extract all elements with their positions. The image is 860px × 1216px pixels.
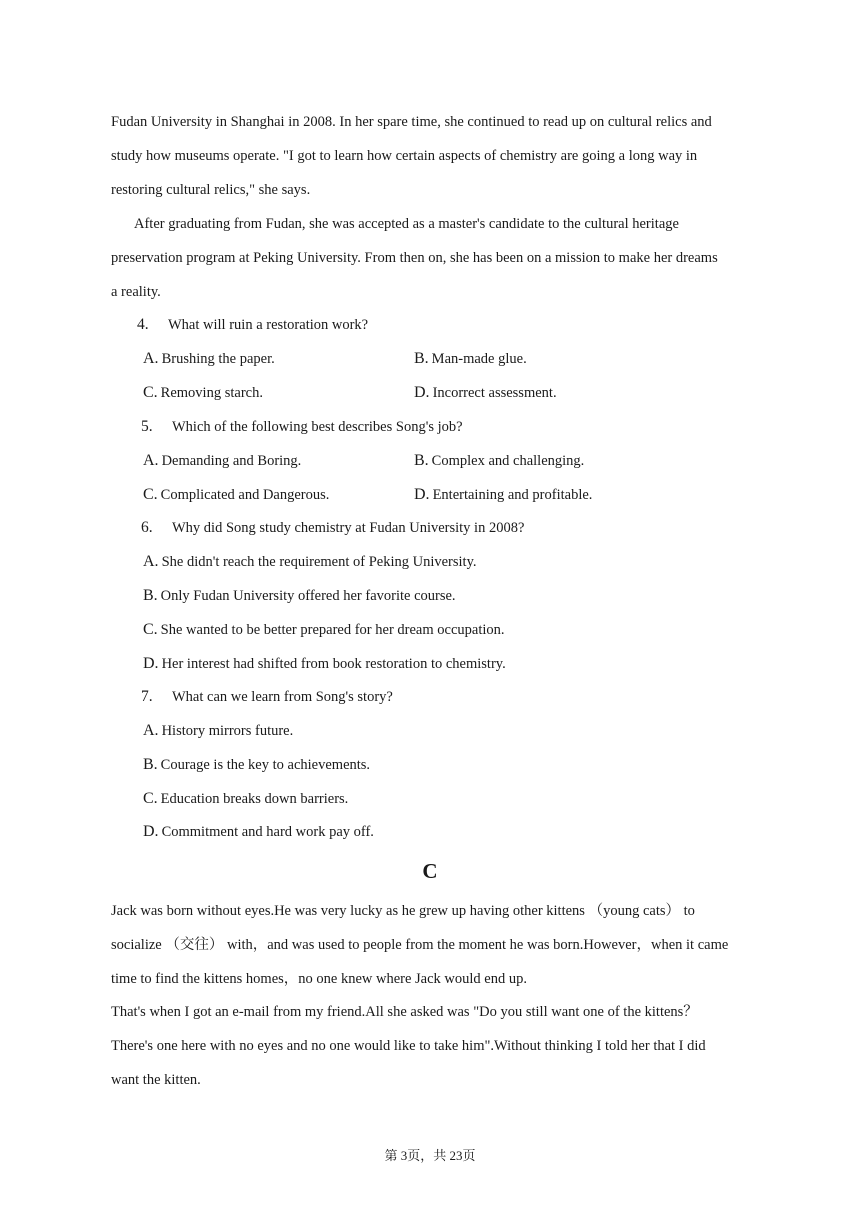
question-text: What will ruin a restoration work?	[168, 317, 369, 333]
option-letter: D.	[414, 486, 430, 503]
option-text: Courage is the key to achievements.	[160, 757, 371, 773]
option-d	[414, 383, 557, 403]
question-text: Which of the following best describes Song's job?	[172, 419, 463, 435]
option-letter: A.	[143, 553, 159, 570]
option-text: Man-made glue.	[431, 351, 527, 367]
option-letter: A.	[143, 722, 159, 739]
option-letter: C.	[143, 621, 158, 638]
passage-line: That's when I got an e-mail from my friend.All she asked was "Do you still want one of the kittens？	[111, 1004, 698, 1020]
option-letter: B.	[143, 587, 158, 604]
option-text: Complex and challenging.	[431, 453, 585, 469]
option-b	[414, 349, 527, 369]
option-text: Education breaks down barriers.	[160, 791, 349, 807]
passage-line: There's one here with no eyes and no one would like to take him".Without thinking I told her that I did	[111, 1038, 706, 1054]
question-text: Why did Song study chemistry at Fudan University in 2008?	[172, 520, 525, 536]
question-text: What can we learn from Song's story?	[172, 689, 393, 705]
option-b	[143, 586, 456, 606]
option-text: She wanted to be better prepared for her dream occupation.	[160, 622, 505, 638]
option-text: Complicated and Dangerous.	[160, 487, 330, 503]
option-text: Entertaining and profitable.	[432, 487, 593, 503]
option-text: History mirrors future.	[161, 723, 294, 739]
option-b	[143, 755, 370, 775]
passage-line: Fudan University in Shanghai in 2008. In her spare time, she continued to read up on cultural relics and	[111, 114, 712, 130]
option-text: Her interest had shifted from book restoration to chemistry.	[161, 656, 506, 672]
question-number: 6.	[141, 519, 153, 536]
option-text: Demanding and Boring.	[161, 453, 302, 469]
option-letter: B.	[414, 350, 429, 367]
option-c	[143, 789, 348, 809]
option-letter: D.	[143, 655, 159, 672]
option-a	[143, 721, 293, 741]
passage-line: want the kitten.	[111, 1072, 201, 1088]
passage-line: time to find the kittens homes，no one knew where Jack would end up.	[111, 971, 527, 987]
option-letter: B.	[414, 452, 429, 469]
option-d	[143, 822, 374, 842]
option-d	[414, 485, 592, 505]
option-c	[143, 620, 505, 640]
option-text: Commitment and hard work pay off.	[161, 824, 374, 840]
passage-line: a reality.	[111, 284, 161, 300]
passage-line: study how museums operate. "I got to learn how certain aspects of chemistry are going a long way in	[111, 148, 698, 164]
option-a	[143, 451, 301, 471]
passage-line: After graduating from Fudan, she was accepted as a master's candidate to the cultural heritage	[134, 216, 679, 232]
passage-line: preservation program at Peking University. From then on, she has been on a mission to make her dreams	[111, 250, 718, 266]
question-number: 4.	[137, 316, 149, 333]
option-text: Incorrect assessment.	[432, 385, 557, 401]
option-letter: C.	[143, 384, 158, 401]
option-a	[143, 349, 275, 369]
option-a	[143, 552, 477, 572]
option-text: Removing starch.	[160, 385, 263, 401]
passage-line: socialize （交往） with，and was used to people from the moment he was born.However，when it came	[111, 937, 729, 953]
option-letter: A.	[143, 350, 159, 367]
page-number-footer: 第 3页，共 23页	[384, 1148, 476, 1163]
option-c	[143, 383, 263, 403]
option-letter: B.	[143, 756, 158, 773]
option-letter: A.	[143, 452, 159, 469]
option-text: Only Fudan University offered her favorite course.	[160, 588, 456, 604]
option-letter: C.	[143, 790, 158, 807]
question-number: 7.	[141, 688, 153, 705]
section-title: C	[422, 859, 438, 883]
option-text: She didn't reach the requirement of Peking University.	[161, 554, 477, 570]
passage-line: restoring cultural relics," she says.	[111, 182, 311, 198]
option-b	[414, 451, 584, 471]
question-number: 5.	[141, 418, 153, 435]
option-letter: C.	[143, 486, 158, 503]
option-d	[143, 654, 506, 674]
option-letter: D.	[414, 384, 430, 401]
passage-line: Jack was born without eyes.He was very lucky as he grew up having other kittens （young cats） to	[111, 903, 695, 919]
option-c	[143, 485, 329, 505]
option-text: Brushing the paper.	[161, 351, 275, 367]
option-letter: D.	[143, 823, 159, 840]
